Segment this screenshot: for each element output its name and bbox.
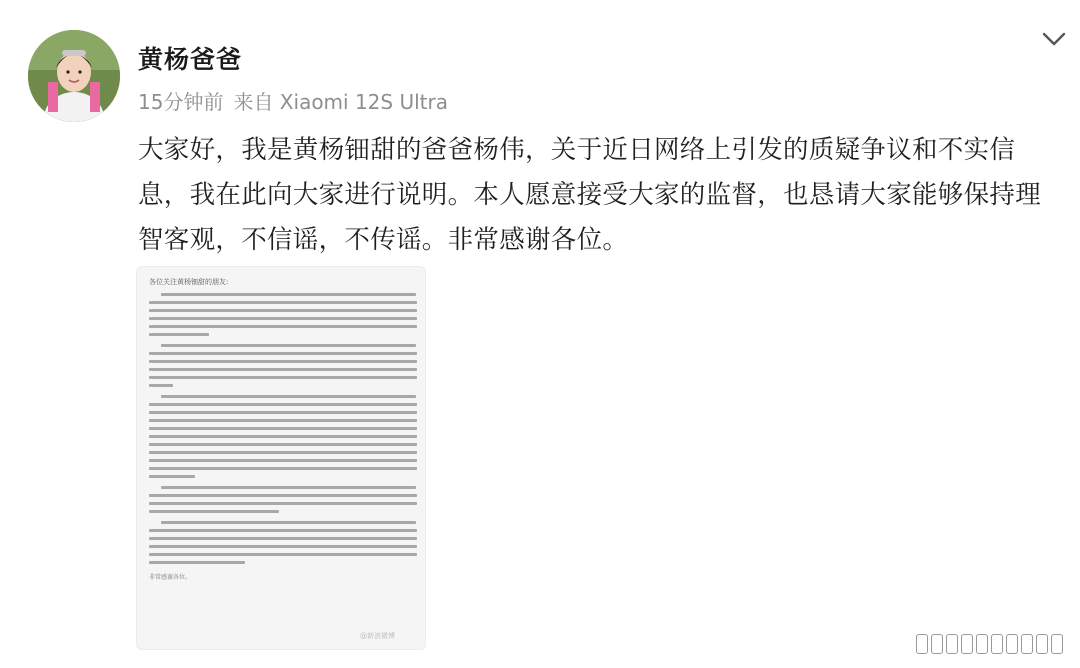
doc-paragraph [149,521,417,564]
author-name[interactable]: 黄杨爸爸 [138,45,243,74]
doc-greeting: 各位关注黄杨钿甜的朋友: [149,278,229,286]
image-indicator [961,634,973,654]
post-meta [138,86,458,115]
avatar[interactable] [28,30,120,122]
doc-paragraph [149,486,417,513]
image-indicator [1021,634,1033,654]
image-indicator [976,634,988,654]
image-indicator [1006,634,1018,654]
image-indicator [1051,634,1063,654]
doc-paragraph [149,344,417,387]
image-indicator [946,634,958,654]
post-time: 15分钟前 [138,90,224,114]
doc-paragraph [149,395,417,478]
image-indicator [1036,634,1048,654]
image-indicator [991,634,1003,654]
doc-paragraph [149,293,417,336]
avatar-image [28,30,120,122]
doc-closing: 非常感谢各位。 [149,574,192,581]
post-image[interactable] [136,266,426,650]
post-text: 大家好，我是黄杨钿甜的爸爸杨伟，关于近日网络上引发的质疑争议和不实信息，我在此向大家进行说明。本人愿意接受大家的监督，也恳请大家能够保持理智客观，不信谣，不传谣。非常感谢各位。 [138,135,1042,255]
post-source: 来自 Xiaomi 12S Ultra [233,90,448,114]
image-indicator [931,634,943,654]
doc-watermark: @新浪微博 [360,632,395,640]
chevron-down-icon[interactable] [1040,28,1068,50]
image-indicator [916,634,928,654]
more-images-icon[interactable] [916,634,1063,654]
